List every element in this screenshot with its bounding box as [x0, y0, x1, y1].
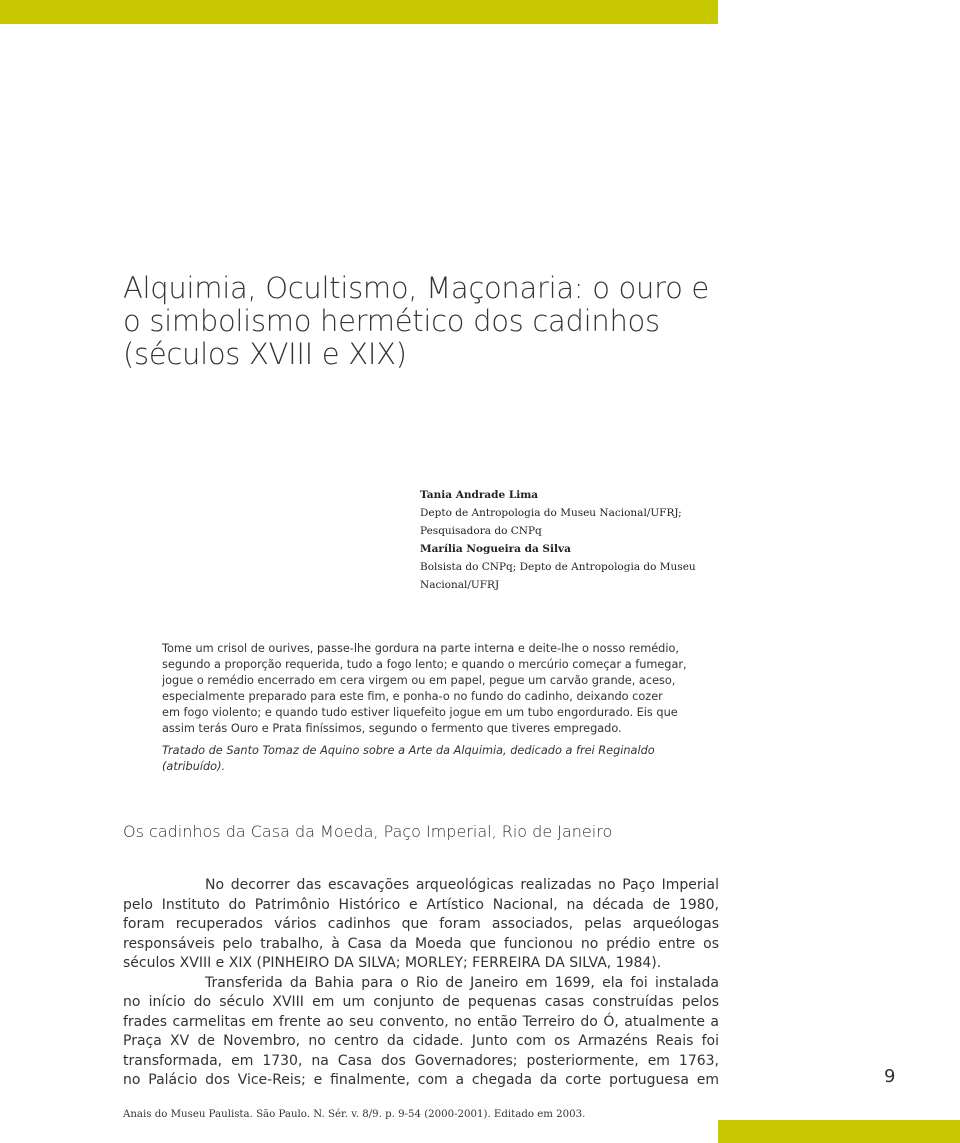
- author-affiliation: Depto de Antropologia do Museu Nacional/UFRJ;: [420, 507, 682, 519]
- body-line: No decorrer das escavações arqueológicas realizadas no Paço Imperial: [205, 877, 719, 893]
- article-title: [123, 272, 743, 371]
- title-line: Alquimia, Ocultismo, Maçonaria: o ouro e: [123, 271, 709, 305]
- body-line: no Palácio dos Vice-Reis; e finalmente, com a chegada da corte portuguesa em: [123, 1072, 719, 1088]
- body-line: transformada, em 1730, na Casa dos Governadores; posteriormente, em 1763,: [123, 1052, 719, 1069]
- author-affiliation: Bolsista do CNPq; Depto de Antropologia do Museu: [420, 561, 696, 573]
- epigraph-source-line: Tratado de Santo Tomaz de Aquino sobre a Arte da Alquimia, dedicado a frei Reginaldo: [162, 744, 655, 757]
- title-line: o simbolismo hermético dos cadinhos: [123, 304, 660, 338]
- epigraph: [162, 641, 722, 775]
- body-text: [123, 876, 719, 1091]
- body-line: responsáveis pelo trabalho, à Casa da Moeda que funcionou no prédio entre os: [123, 935, 719, 952]
- body-line: foram recuperados vários cadinhos que foram associados, pelas arqueólogas: [123, 916, 719, 932]
- epigraph-line: em fogo violento; e quando tudo estiver liquefeito jogue em um tubo engordurado. Eis que: [162, 706, 678, 719]
- epigraph-source: [162, 743, 722, 775]
- author-name: Tania Andrade Lima: [420, 489, 539, 501]
- epigraph-line: jogue o remédio encerrado em cera virgem ou em papel, pegue um carvão grande, aceso,: [162, 674, 676, 687]
- epigraph-line: especialmente preparado para este fim, e ponha-o no fundo do cadinho, deixando cozer: [162, 690, 663, 703]
- page-number: 9: [884, 1066, 896, 1087]
- body-line: séculos XVIII e XIX (PINHEIRO DA SILVA; MORLEY; FERREIRA DA SILVA, 1984).: [123, 955, 662, 971]
- section-title: Os cadinhos da Casa da Moeda, Paço Imperial, Rio de Janeiro: [123, 822, 613, 841]
- body-line: no início do século XVIII em um conjunto de pequenas casas construídas pelos: [123, 994, 719, 1010]
- body-line: frades carmelitas em frente ao seu convento, no então Terreiro do Ó, atualmente a: [123, 1013, 719, 1030]
- body-line: Transferida da Bahia para o Rio de Janeiro em 1699, ela foi instalada: [205, 974, 719, 991]
- author-affiliation: Nacional/UFRJ: [420, 579, 500, 591]
- top-accent-bar: [0, 0, 718, 24]
- title-line: (séculos XVIII e XIX): [123, 337, 407, 371]
- body-line: pelo Instituto do Patrimônio Histórico e Artístico Nacional, na década de 1980,: [123, 896, 719, 913]
- author-block: [420, 486, 740, 594]
- epigraph-line: segundo a proporção requerida, tudo a fogo lento; e quando o mercúrio começar a fumegar,: [162, 658, 687, 671]
- journal-footer: Anais do Museu Paulista. São Paulo. N. Sér. v. 8/9. p. 9-54 (2000-2001). Editado em 2003.: [123, 1109, 586, 1120]
- body-line: Praça XV de Novembro, no centro da cidade. Junto com os Armazéns Reais foi: [123, 1033, 719, 1049]
- bottom-accent-bar: [718, 1120, 960, 1143]
- author-name: Marília Nogueira da Silva: [420, 543, 571, 555]
- epigraph-source-line: (atribuído).: [162, 760, 226, 773]
- epigraph-line: assim terás Ouro e Prata finíssimos, segundo o fermento que tiveres empregado.: [162, 722, 622, 735]
- author-affiliation: Pesquisadora do CNPq: [420, 525, 542, 537]
- epigraph-line: Tome um crisol de ourives, passe-lhe gordura na parte interna e deite-lhe o nosso remédio,: [162, 642, 679, 655]
